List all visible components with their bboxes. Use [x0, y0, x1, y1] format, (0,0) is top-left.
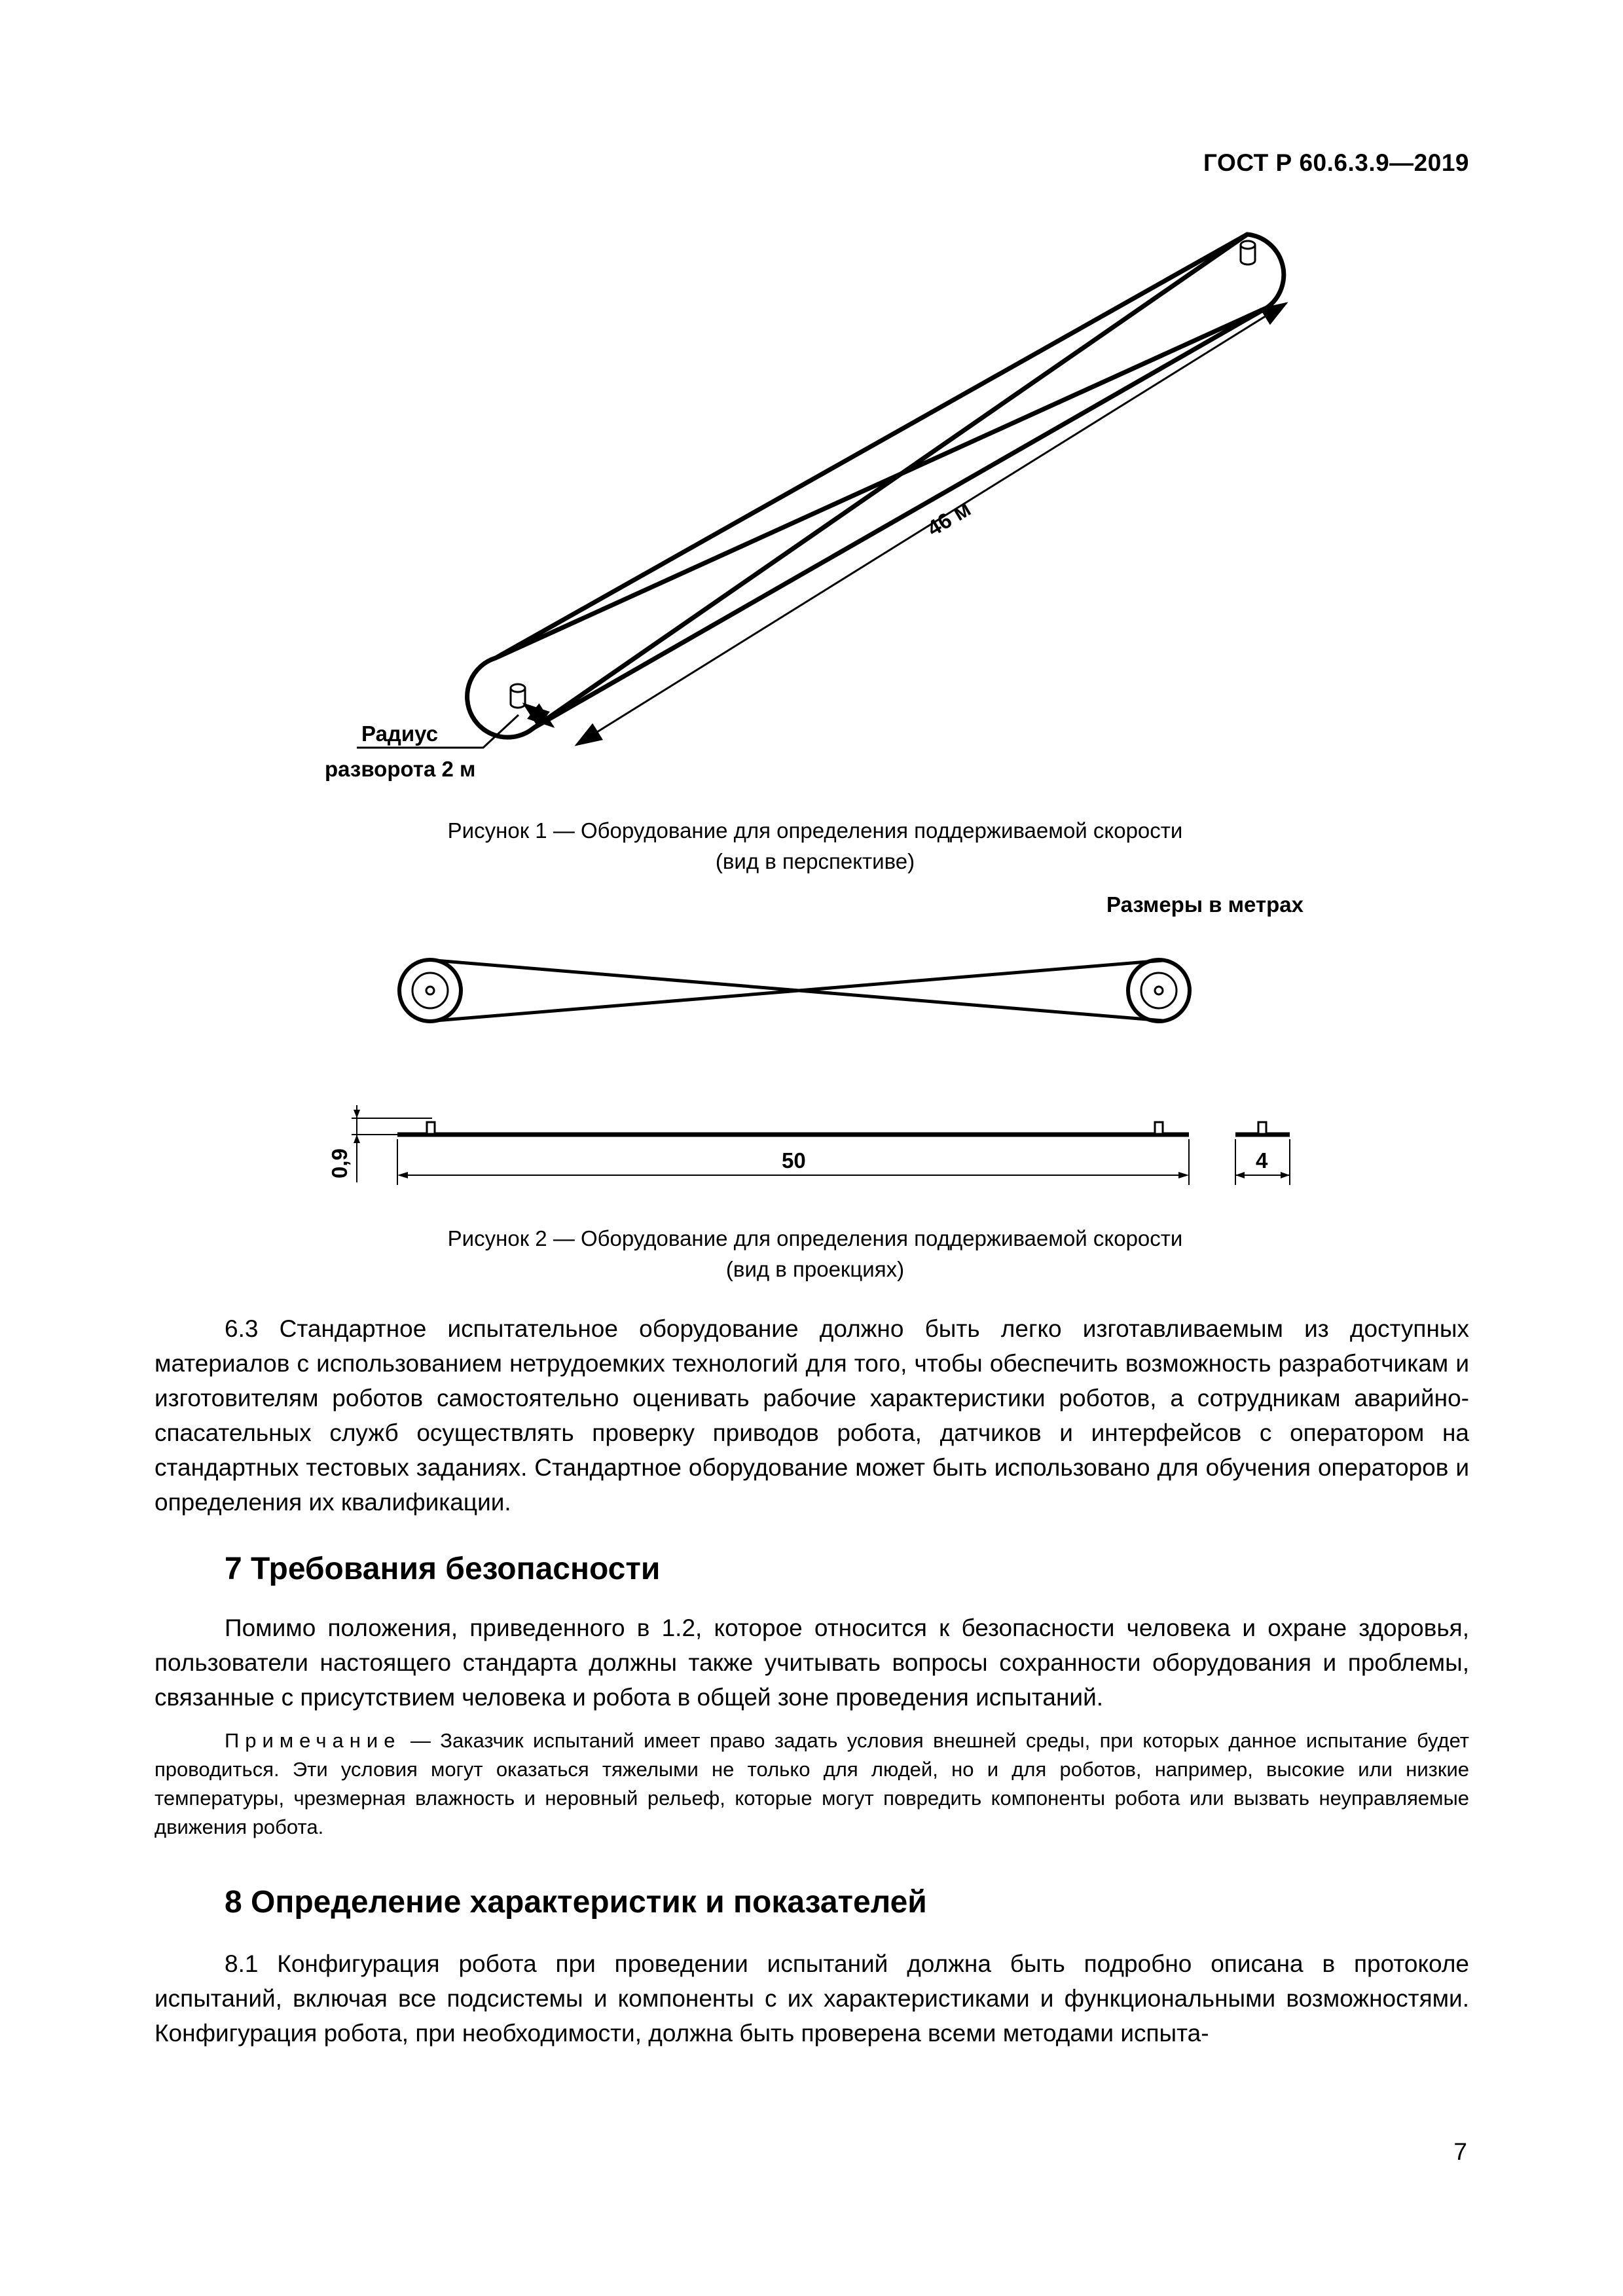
units-note: Размеры в метрах: [1106, 892, 1304, 917]
section-7-heading: 7 Требования безопасности: [225, 1552, 661, 1586]
section-7-paragraph-text: Помимо положения, приведенного в 1.2, которое относится к безопасности человека и охране здоровья, пользователи настоящего стандарта должны также учитывать вопросы сохранности оборудования и проблемы, связанные с присутствием человека и робота в общей зоне проведения испытаний.: [155, 1614, 1469, 1711]
width-label-4: 4: [1256, 1148, 1268, 1173]
section-7-note: [155, 1726, 1469, 1842]
figure-2-projection-diagram: [0, 917, 1623, 1205]
figure-1-caption-line1: Рисунок 1 — Оборудование для определения поддерживаемой скорости: [447, 818, 1183, 843]
section-7-paragraph: [155, 1611, 1469, 1715]
radius-label-line2: разворота 2 м: [325, 757, 476, 781]
height-label: 0,9: [327, 1148, 352, 1178]
length-label-46m: 46 м: [922, 496, 975, 541]
length-label-50: 50: [782, 1148, 806, 1173]
figure-1-perspective-diagram: [0, 0, 1623, 812]
document-code: ГОСТ Р 60.6.3.9—2019: [1203, 149, 1469, 176]
paragraph-6-3-text: 6.3 Стандартное испытательное оборудование должно быть легко изготавливаемым из доступных материалов с использованием нетрудоемких технологий для того, чтобы обеспечить возможность разработчикам и изготовителям роботов самостоятельно оценивать рабочие характеристики роботов, а сотрудникам аварийно-спасательных служб осуществлять проверку приводов робота, датчиков и интерфейсов с оператором на стандартных тестовых заданиях. Стандартное оборудование может быть использовано для обучения операторов и определения их квалификации.: [155, 1315, 1469, 1516]
note-text: — Заказчик испытаний имеет право задать условия внешней среды, при которых данное испытание будет проводиться. Эти условия могут оказаться тяжелыми не только для людей, но и для роботов, например, высокие или низкие температуры, чрезмерная влажность и неровный рельеф, которые могут повредить компоненты робота или вызвать неуправляемые движения робота.: [155, 1729, 1469, 1838]
note-label: Примечание: [225, 1729, 401, 1752]
track-cross-line-2: [496, 308, 1267, 658]
figure-2-caption: [160, 1223, 1470, 1285]
section-8-heading: 8 Определение характеристик и показателей: [225, 1885, 927, 1920]
figure-1-caption-line2: (вид в перспективе): [715, 849, 915, 873]
top-view: [399, 960, 1190, 1021]
paragraph-8-1-text: 8.1 Конфигурация робота при проведении испытаний должна быть подробно описана в протоколе испытаний, включая все подсистемы и компоненты с их характеристиками и функциональными возможностями. Конфигурация робота, при необходимости, должна быть проверена всеми методами испыта-: [155, 1950, 1469, 2047]
radius-label-line1: Радиус: [361, 721, 439, 746]
post-bottom: [511, 684, 525, 708]
paragraph-8-1: [155, 1946, 1469, 2050]
page-number: 7: [1453, 2138, 1467, 2165]
figure-1-caption: [160, 815, 1470, 877]
post-top: [1241, 241, 1255, 264]
figure-2-caption-line2: (вид в проекциях): [725, 1257, 905, 1281]
track-cross-line-1: [534, 234, 1247, 728]
figure-2-caption-line1: Рисунок 2 — Оборудование для определения поддерживаемой скорости: [447, 1226, 1183, 1250]
paragraph-6-3: [155, 1311, 1469, 1520]
side-view: [352, 1105, 1189, 1185]
